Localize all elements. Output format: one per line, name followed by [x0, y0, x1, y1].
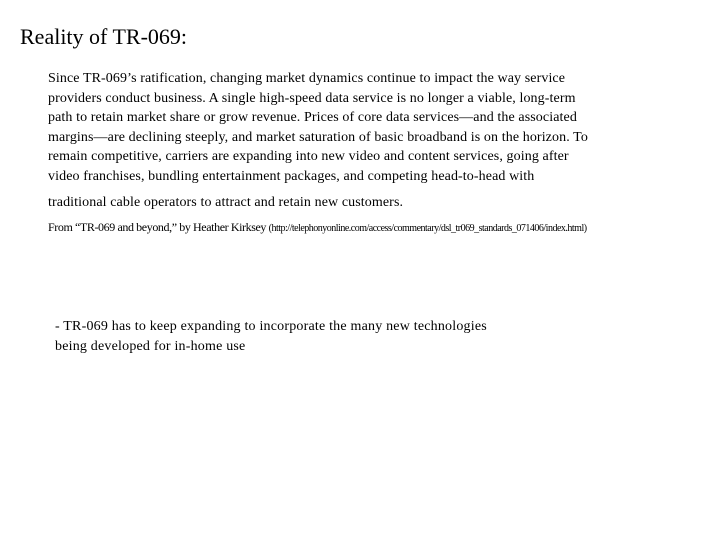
paragraph-line: path to retain market share or grow revenue. Prices of core data services—and the associated	[48, 110, 577, 125]
paragraph-line: Since TR-069’s ratification, changing market dynamics continue to impact the way service	[48, 71, 566, 86]
paragraph-line: video franchises, bundling entertainment packages, and competing head-to-head with	[48, 168, 535, 184]
note-line: being developed for in-home use	[55, 338, 246, 354]
citation-url: (http://telephonyonline.com/access/commentary/dsl_tr069_standards_071406/index.html)	[268, 222, 587, 234]
citation	[48, 219, 668, 237]
note-line: - TR-069 has to keep expanding to incorporate the many new technologies	[55, 319, 487, 334]
note-block	[55, 317, 655, 356]
paragraph-last-line: traditional cable operators to attract and retain new customers.	[48, 195, 404, 210]
paragraph-line: providers conduct business. A single high-speed data service is no longer a viable, long-term	[48, 90, 576, 106]
quote-block	[48, 69, 668, 237]
paragraph-line: margins—are declining steeply, and market saturation of basic broadband is on the horizon. To	[48, 129, 588, 145]
slide-title: Reality of TR-069:	[20, 24, 188, 49]
paragraph-line: remain competitive, carriers are expanding into new video and content services, going after	[48, 149, 569, 164]
citation-text: From “TR-069 and beyond,” by Heather Kirksey	[48, 219, 267, 234]
